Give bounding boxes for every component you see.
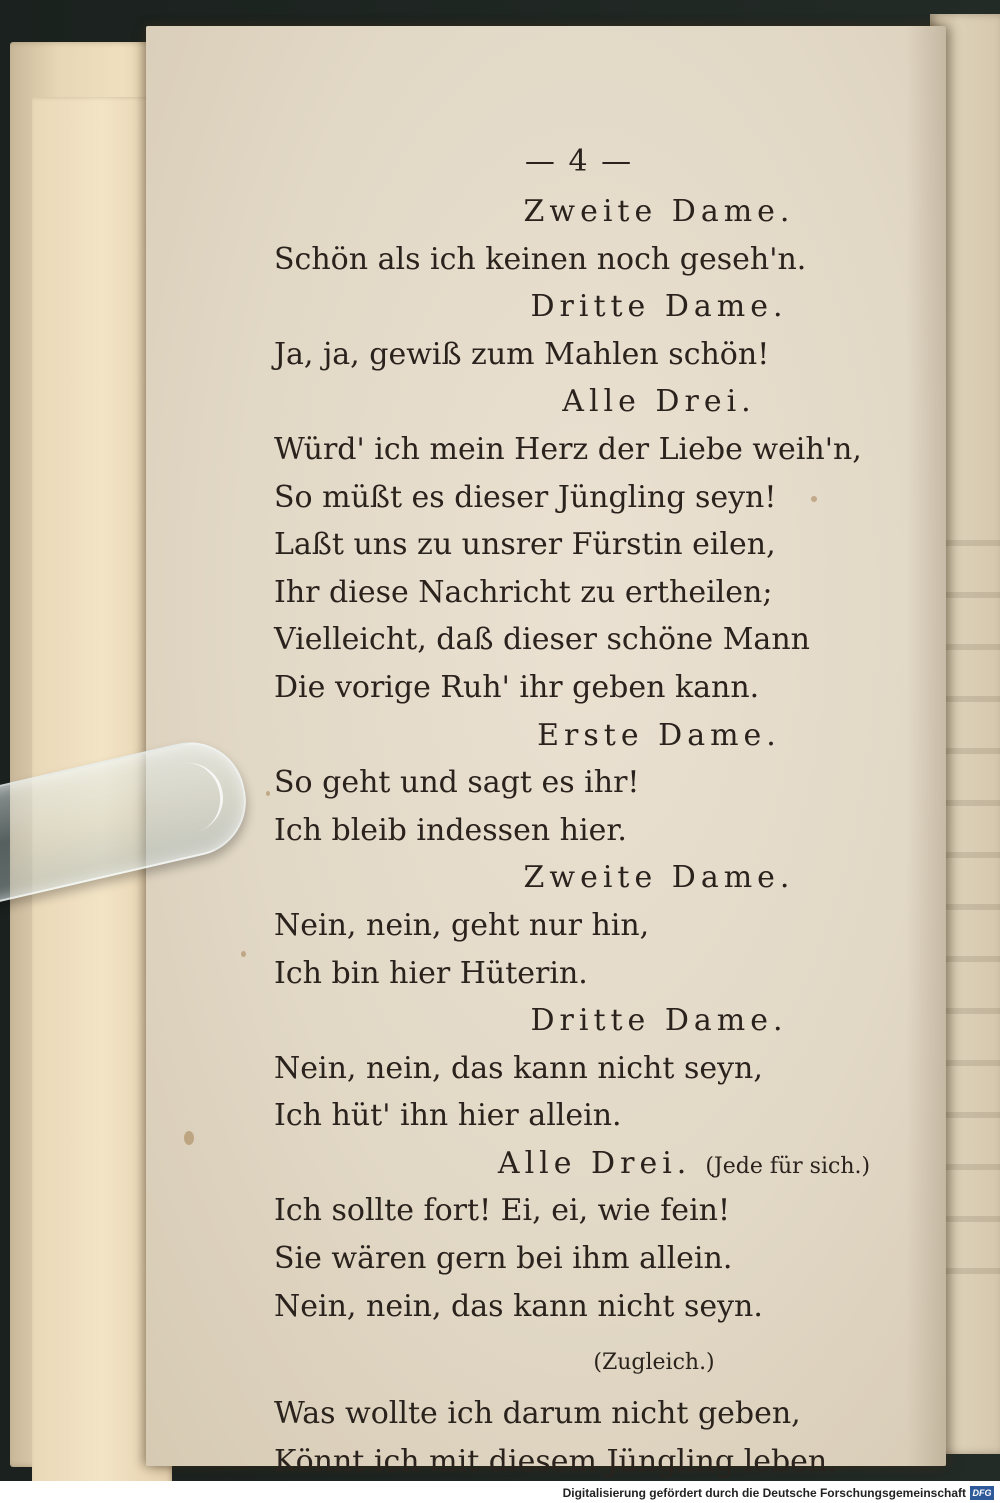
speaker-name: Alle Drei. [497,1145,692,1181]
verse-line: So geht und sagt es ihr! [274,765,640,801]
page-number: — 4 — [524,144,634,179]
stain-mark [266,791,270,796]
glass-shine [172,756,230,834]
verse-line: Ja, ja, gewiß zum Mahlen schön! [274,336,770,372]
verse-line: Was wollte ich darum nicht geben, [274,1396,801,1432]
adjacent-page-bleed [940,540,1000,1300]
speaker-heading: Erste Dame. [537,717,781,753]
speaker-heading [274,1140,924,1188]
verse-line: Die vorige Ruh' ihr geben kann. [274,669,760,705]
verse-line: Würd' ich mein Herz der Liebe weih'n, [274,431,862,467]
book-page [146,26,946,1479]
stage-direction: (Zugleich.) [593,1350,715,1376]
text-block [274,136,924,1485]
footer-bar [0,1481,1000,1503]
verse-line: Ich bleib indessen hier. [274,812,627,848]
speaker-heading: Zweite Dame. [523,860,795,896]
verse-line: Schön als ich keinen noch geseh'n. [274,241,807,277]
speaker-heading: Alle Drei. [562,384,756,420]
stain-mark [184,1131,194,1145]
stage-direction: (Jede für sich.) [705,1153,871,1179]
verse-lines [274,188,924,1485]
verse-line: So müßt es dieser Jüngling seyn! [274,479,777,515]
verse-line: Sie wären gern bei ihm allein. [274,1241,733,1277]
verse-line: Nein, nein, das kann nicht seyn, [274,1050,763,1086]
verse-line: Ich hüt' ihn hier allein. [274,1098,622,1134]
dfg-logo-icon: DFG [970,1486,994,1500]
verse-line: Ihr diese Nachricht zu ertheilen; [274,574,773,610]
verse-line: Könnt ich mit diesem Jüngling leben. [274,1443,837,1479]
verse-line: Nein, nein, geht nur hin, [274,907,650,943]
footer-credit: Digitalisierung gefördert durch die Deutsche Forschungsgemeinschaft [562,1486,966,1500]
stain-mark [241,951,246,957]
verse-line: Ich sollte fort! Ei, ei, wie fein! [274,1193,731,1229]
speaker-heading: Dritte Dame. [530,1003,788,1039]
speaker-heading: Zweite Dame. [523,194,795,229]
verse-line: Laßt uns zu unsrer Fürstin eilen, [274,527,776,563]
speaker-heading: Dritte Dame. [530,289,788,325]
verse-line: Vielleicht, daß dieser schöne Mann [274,622,810,658]
verse-line: Nein, nein, das kann nicht seyn. [274,1288,763,1324]
verse-line: Ich bin hier Hüterin. [274,955,588,991]
